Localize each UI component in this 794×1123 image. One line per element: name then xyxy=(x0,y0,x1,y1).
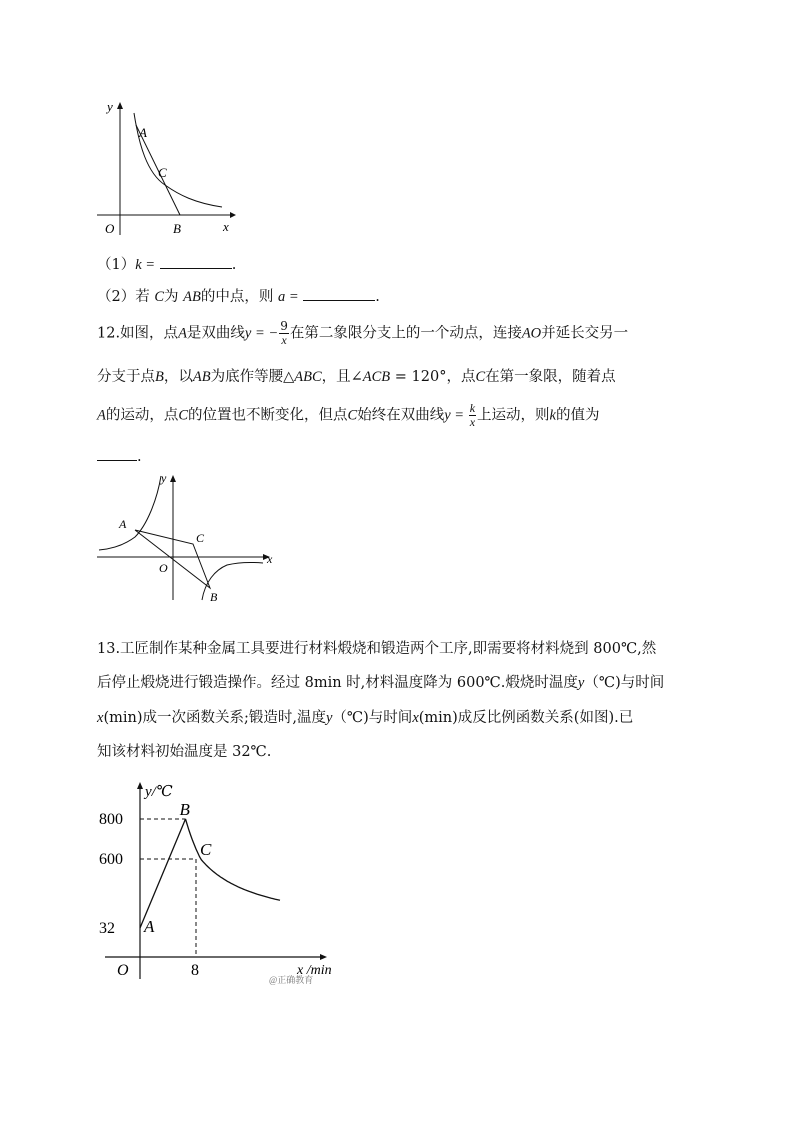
chart-x-label: x /min xyxy=(297,963,332,978)
fig2-label-y: y xyxy=(161,471,167,485)
chart-point-b-label: B xyxy=(179,800,190,819)
fig2-label-a: A xyxy=(119,517,127,531)
chart-curve-bc xyxy=(186,819,281,900)
answer-blank-k[interactable] xyxy=(160,256,232,269)
chart-y-label: y/℃ xyxy=(145,784,173,800)
q11-part-2: （2）若 C为 AB的中点，则 a = . xyxy=(97,289,380,305)
q13-line-4: 知该材料初始温度是 32℃. xyxy=(97,744,272,760)
figure-2 xyxy=(95,470,280,605)
temperature-chart xyxy=(95,775,335,990)
chart-origin-label: O xyxy=(117,962,129,979)
chart-point-a-label: A xyxy=(144,917,155,936)
answer-blank-a[interactable] xyxy=(303,288,375,301)
answer-blank-k-value[interactable] xyxy=(97,448,137,461)
fig1-label-o: O xyxy=(105,221,115,236)
chart-x-arrow xyxy=(320,954,327,960)
fig2-label-b: B xyxy=(210,590,218,604)
chart-point-c-label: C xyxy=(200,840,212,859)
chart-y-tick-32: 32 xyxy=(99,920,115,937)
chart-y-arrow xyxy=(137,782,143,789)
chart-y-tick-800: 800 xyxy=(99,811,123,828)
fraction-k-over-x: $\frac{k}{x}$ xyxy=(469,401,476,429)
fig1-label-a: A xyxy=(139,125,147,140)
fig1-label-c: C xyxy=(158,165,167,180)
q12-line-1: 12.如图，点A是双曲线y = − $\frac{9}{x}$ 在第二象限分支上的一个动点，连接AO并延长交另一 xyxy=(97,319,629,347)
q13-line-1: 13.工匠制作某种金属工具要进行材料煅烧和锻造两个工序,即需要将材料烧到 800℃,然 xyxy=(97,641,657,657)
fig1-label-x: x xyxy=(223,219,229,234)
q12-line-4: . xyxy=(97,448,142,465)
chart-y-tick-600: 600 xyxy=(99,851,123,868)
fig2-label-c: C xyxy=(196,531,205,545)
fig2-y-arrow xyxy=(170,475,176,482)
fig1-label-y: y xyxy=(107,99,113,114)
figure-1 xyxy=(95,95,245,245)
q12-line-2: 分支于点B，以AB为底作等腰△ABC，且∠ACB = 120°，点C在第一象限，随着点 xyxy=(97,369,616,385)
fig1-y-arrow xyxy=(117,102,123,109)
chart-watermark: @正确教育 xyxy=(269,975,314,985)
fig1-hyperbola xyxy=(134,113,222,207)
chart-x-tick-8: 8 xyxy=(191,962,199,979)
q12-line-3: A的运动，点C的位置也不断变化，但点C始终在双曲线y = $\frac{k}{x}$ 上运动，则k的值为 xyxy=(97,401,600,429)
fig2-label-o: O xyxy=(159,561,168,575)
q11-part-1: （1）k = . xyxy=(97,257,237,273)
fig1-label-b: B xyxy=(173,221,181,236)
q13-line-3: x(min)成一次函数关系;锻造时,温度y（℃)与时间x(min)成反比例函数关系(如图).已 xyxy=(97,710,634,726)
chart-line-ab xyxy=(140,819,186,928)
q13-line-2: 后停止煅烧进行锻造操作。经过 8min 时,材料温度降为 600℃.煅烧时温度y（℃)与时间 xyxy=(97,675,665,691)
fig2-hyperbola-q2 xyxy=(99,476,161,550)
fig2-label-x: x xyxy=(267,552,273,566)
fraction-9-over-x: $\frac{9}{x}$ xyxy=(280,319,288,347)
fig1-x-arrow xyxy=(230,212,236,218)
